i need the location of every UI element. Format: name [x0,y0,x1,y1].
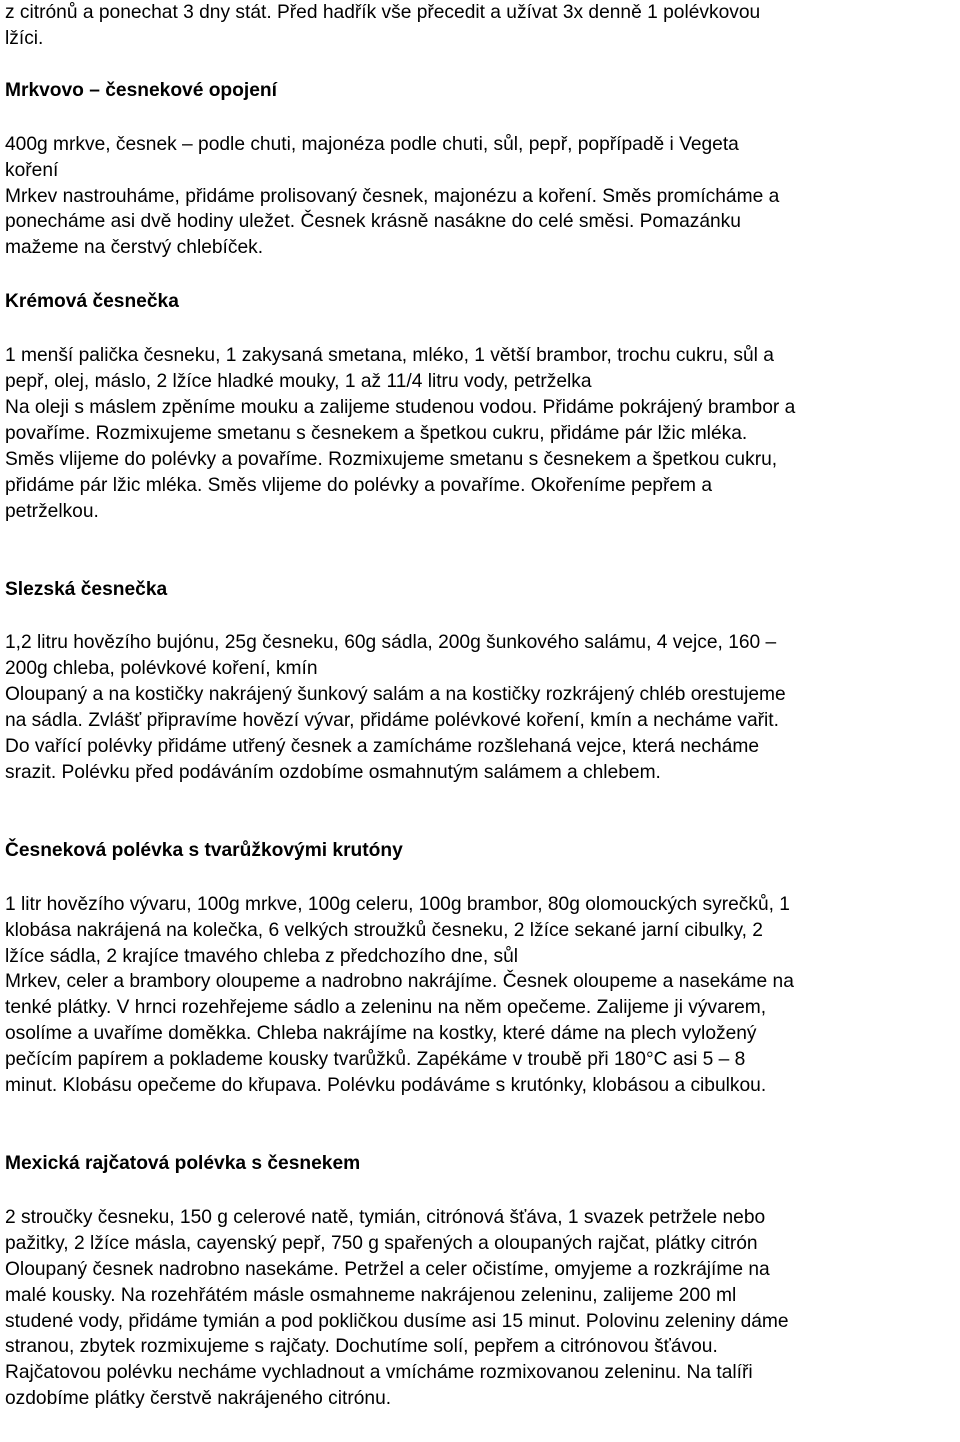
text-line: tenké plátky. V hrnci rozehřejeme sádlo a zeleninu na něm opečeme. Zalijeme ji vývarem, [5,997,767,1019]
recipe-title: Mexická rajčatová polévka s česnekem [5,1153,361,1174]
text-line: studené vody, přidáme tymián a pod pokličkou dusíme asi 15 minut. Polovinu zeleniny dáme [5,1310,789,1332]
recipe-ingredients [5,892,957,970]
recipe-method [5,395,957,525]
recipe-title: Slezská česnečka [5,578,168,600]
text-line: přidáme pár lžic mléka. Směs vlijeme do polévky a povaříme. Okořeníme pepřem a [5,474,713,496]
text-line: 1,2 litru hovězího bujónu, 25g česneku, 60g sádla, 200g šunkového salámu, 4 vejce, 160 – [5,632,777,654]
recipe-mrkvovo [5,78,957,261]
recipe-method [5,682,957,786]
text-line: Rajčatovou polévku necháme vychladnout a vmícháme rozmixovanou zeleninu. Na talíři [5,1362,753,1384]
text-line: srazit. Polévku před podáváním ozdobíme osmahnutým salámem a chlebem. [5,761,661,783]
text-line: klobása nakrájená na kolečka, 6 velkých stroužků česneku, 2 lžíce sekané jarní cibulky, 2 [5,919,763,941]
text-line: mažeme na čerstvý chlebíček. [5,237,264,259]
recipe-ingredients [5,1205,957,1257]
text-line: povaříme. Rozmixujeme smetanu s česnekem a špetkou cukru, přidáme pár lžic mléka. [5,422,748,444]
text-line: Mrkev, celer a brambory oloupeme a nadrobno nakrájíme. Česnek oloupeme a nasekáme na [5,971,794,993]
text-line: petrželkou. [5,500,99,522]
text-line: Směs vlijeme do polévky a povaříme. Rozmixujeme smetanu s česnekem a špetkou cukru, [5,448,778,470]
text-line: ponecháme asi dvě hodiny uležet. Česnek krásně nasákne do celé směsi. Pomazánku [5,211,741,233]
text-line: 1 menší palička česneku, 1 zakysaná smetana, mléko, 1 větší brambor, trochu cukru, sůl a [5,345,774,367]
text-line: koření [5,159,59,181]
recipe-title: Krémová česnečka [5,291,179,313]
document-body [5,0,957,1412]
recipe-mexicka-rajcatova [5,1151,957,1412]
text-line: Do vařící polévky přidáme utřený česnek a zamícháme rozšlehaná vejce, která necháme [5,736,759,758]
text-line: ozdobíme plátky čerstvě nakrájeného citrónu. [5,1388,392,1410]
recipe-ingredients [5,343,957,395]
text-line: osolíme a uvaříme doměkka. Chleba nakrájíme na kostky, které dáme na plech vyložený [5,1023,757,1045]
text-line: lžíci. [5,27,44,49]
text-line: malé kousky. Na rozehřátém másle osmahneme nakrájenou zeleninu, zalijeme 200 ml [5,1284,737,1306]
recipe-title: Česneková polévka s tvarůžkovými krutóny [5,839,403,861]
recipe-method [5,1257,957,1412]
text-line: na sádla. Zvlášť připravíme hovězí vývar, přidáme polévkové koření, kmín a necháme vařit. [5,710,779,732]
text-line: 400g mrkve, česnek – podle chuti, majonéza podle chuti, sůl, pepř, popřípadě i Vegeta [5,133,739,155]
text-line: Oloupaný česnek nadrobno nasekáme. Petržel a celer očistíme, omyjeme a rozkrájíme na [5,1258,770,1280]
text-line: pečícím papírem a poklademe kousky tvarůžků. Zapékáme v troubě při 180°C asi 5 – 8 [5,1049,746,1071]
text-line: pažitky, 2 lžíce másla, cayenský pepř, 750 g spařených a oloupaných rajčat, plátky citrón [5,1232,758,1254]
recipe-method [5,969,957,1099]
text-line: minut. Klobásu opečeme do křupava. Polévku podáváme s krutónky, klobásou a cibulkou. [5,1075,767,1097]
recipe-method [5,184,957,262]
text-line: lžíce sádla, 2 krajíce tmavého chleba z předchozího dne, sůl [5,945,519,967]
text-line: stranou, zbytek rozmixujeme s rajčaty. Dochutíme solí, pepřem a citrónovou šťávou. [5,1336,718,1358]
text-line: 2 stroučky česneku, 150 g celerové natě, tymián, citrónová šťáva, 1 svazek petržele nebo [5,1206,766,1228]
text-line: 200g chleba, polévkové koření, kmín [5,658,318,680]
text-line: pepř, olej, máslo, 2 lžíce hladké mouky, 1 až 11/4 litru vody, petrželka [5,371,592,393]
recipe-ingredients [5,630,957,682]
recipe-slezska-cesnecka [5,577,957,786]
recipe-ingredients [5,132,957,184]
text-line: Oloupaný a na kostičky nakrájený šunkový salám a na kostičky rozkrájený chléb orestujeme [5,684,786,706]
text-line: 1 litr hovězího vývaru, 100g mrkve, 100g celeru, 100g brambor, 80g olomouckých syrečků, 1 [5,893,790,915]
recipe-cesnekova-polevka [5,838,957,1099]
text-line: Na oleji s máslem zpěníme mouku a zalijeme studenou vodou. Přidáme pokrájený brambor a [5,396,796,418]
text-line: z citrónů a ponechat 3 dny stát. Před hadřík vše přecedit a užívat 3x denně 1 polévkovou [5,2,761,23]
recipe-title: Mrkvovo – česnekové opojení [5,79,277,101]
intro-paragraph [5,0,957,52]
text-line: Mrkev nastrouháme, přidáme prolisovaný česnek, majonézu a koření. Směs promícháme a [5,185,780,207]
recipe-kremova-cesnecka [5,289,957,524]
